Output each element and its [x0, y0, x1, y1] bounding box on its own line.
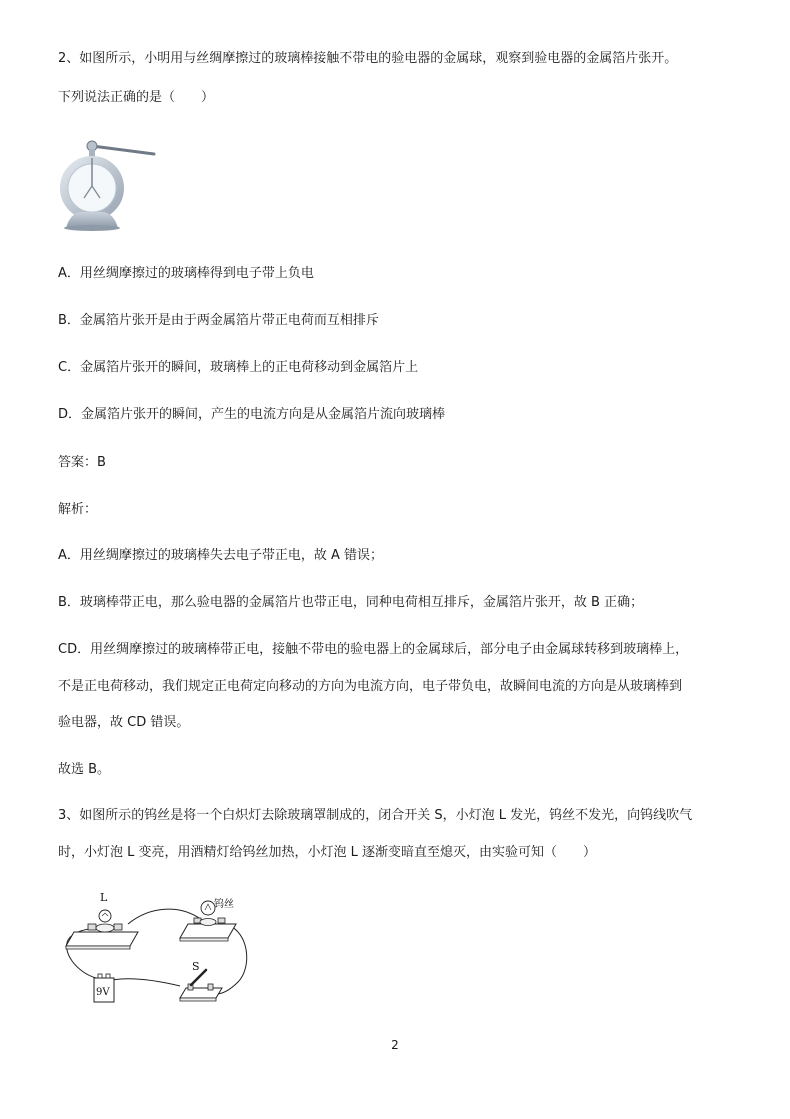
q3-stem-line1: 3、如图所示的钨丝是将一个白炽灯去除玻璃罩制成的，闭合开关 S，小灯泡 L 发光，钨丝不发光，向钨线吹气: [58, 808, 693, 823]
q2-option-d: D．金属箔片张开的瞬间，产生的电流方向是从金属箔片流向玻璃棒: [58, 407, 446, 422]
q3-stem-line2: 时，小灯泡 L 变亮，用酒精灯给钨丝加热，小灯泡 L 逐渐变暗直至熄灭，由实验可知（ ）: [58, 845, 597, 860]
q2-analysis-cd-1: CD．用丝绸摩擦过的玻璃棒带正电，接触不带电的验电器上的金属球后，部分电子由金属球转移到玻璃棒上，: [58, 642, 689, 657]
battery-label: 9V: [96, 987, 110, 998]
lamp-label: L: [100, 891, 108, 904]
lamp-board: [66, 932, 138, 946]
circuit-figure: [60, 882, 260, 1010]
tungsten-board: [180, 924, 236, 938]
q2-analysis-label: 解析：: [58, 502, 98, 517]
q2-analysis-cd-3: 验电器，故 CD 错误。: [58, 715, 190, 730]
electroscope-figure: [56, 136, 160, 232]
q2-analysis-a: A．用丝绸摩擦过的玻璃棒失去电子带正电，故 A 错误；: [58, 548, 384, 563]
switch-label: S: [192, 960, 200, 973]
switch-board: [180, 988, 222, 998]
q2-option-c: C．金属箔片张开的瞬间，玻璃棒上的正电荷移动到金属箔片上: [58, 360, 419, 375]
page-number: 2: [391, 1038, 399, 1052]
lamp-bulb-icon: [99, 910, 111, 922]
q2-analysis-cd-2: 不是正电荷移动，我们规定正电荷定向移动的方向为电流方向，电子带负电，故瞬间电流的方向是从玻璃棒到: [58, 679, 683, 694]
q2-conclusion: 故选 B。: [58, 762, 111, 777]
tungsten-bulb-icon: [201, 901, 215, 915]
q2-analysis-b: B．玻璃棒带正电，那么验电器的金属箔片也带正电，同种电荷相互排斥，金属箔片张开，故 B 正确；: [58, 595, 644, 610]
tungsten-label: 钨丝: [214, 899, 234, 910]
q2-answer: 答案：B: [58, 455, 106, 470]
q2-option-b: B．金属箔片张开是由于两金属箔片带正电荷而互相排斥: [58, 313, 379, 328]
q2-stem-line2: 下列说法正确的是（ ）: [58, 90, 215, 105]
q2-stem-line1: 2、如图所示，小明用与丝绸摩擦过的玻璃棒接触不带电的验电器的金属球，观察到验电器的金属箔片张开。: [58, 51, 678, 66]
q2-option-a: A．用丝绸摩擦过的玻璃棒得到电子带上负电: [58, 266, 314, 281]
